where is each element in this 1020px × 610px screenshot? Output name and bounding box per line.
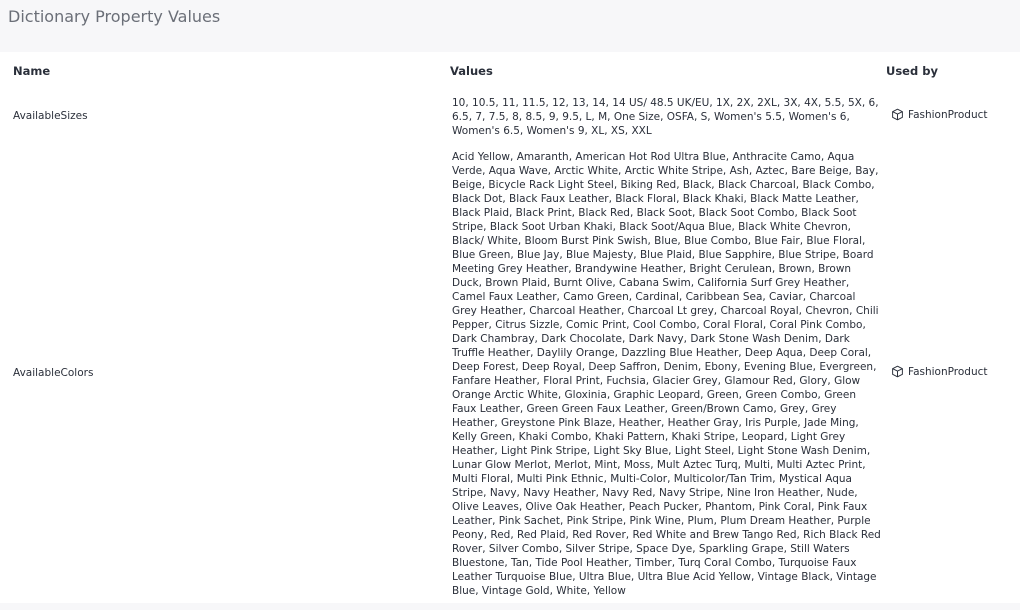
used-by-label: FashionProduct (908, 108, 988, 121)
property-name: AvailableColors (13, 367, 94, 379)
page-header (0, 0, 1020, 46)
page-title: Dictionary Property Values (8, 7, 221, 26)
property-values-table (0, 52, 1020, 609)
used-by-link[interactable] (891, 365, 988, 378)
bottom-divider (0, 603, 1020, 609)
cube-icon (891, 108, 904, 121)
property-values: 10, 10.5, 11, 11.5, 12, 13, 14, 14 US/ 48.5 UK/EU, 1X, 2X, 2XL, 3X, 4X, 5.5, 5X, 6, 6.5, 7, 7.5, 8, 8.5, 9, 9.5, L, M, One Size, OSFA, S, Women's 5.5, Women's 6, Women's 6.5, Women's 9, XL, XS, XXL (452, 97, 879, 137)
cube-icon (891, 365, 904, 378)
column-header-name[interactable]: Name (13, 64, 51, 78)
column-header-values[interactable]: Values (450, 64, 493, 78)
used-by-label: FashionProduct (908, 365, 988, 378)
table-row[interactable] (0, 150, 1020, 610)
used-by-link[interactable] (891, 108, 988, 121)
property-values: Acid Yellow, Amaranth, American Hot Rod Ultra Blue, Anthracite Camo, Aqua Verde, Aqua Wave, Arctic White, Arctic White Stripe, Ash, Aztec, Bare Beige, Bay, Beige, Bicycle Rack Light Steel, Biking Red, Black, Black Charcoal, Black Combo, Black Dot, Black Faux Leather, Black Floral, Black Khaki, Black Matte Leather, Black Plaid, Black Print, Black Red, Black Soot, Black Soot Combo, Black Soot Stripe, Black Soot Urban Khaki, Black Soot/Aqua Blue, Black White Chevron, Black/ White, Bloom Burst Pink Swish, Blue, Blue Combo, Blue Fair, Blue Floral, Blue Green, Blue Jay, Blue Majesty, Blue Plaid, Blue Sapphire, Blue Stripe, Board Meeting Grey Heather, Brandywine Heather, Bright Cerulean, Brown, Brown Duck, Brown Plaid, Burnt Olive, Cabana Swim, California Surf Grey Heather, Camel Faux Leather, Camo Green, Cardinal, Caribbean Sea, Caviar, Charcoal Grey Heather, Charcoal Heather, Charcoal Lt grey, Charcoal Royal, Chevron, Chili Pepper, Citrus Sizzle, Comic Print, Cool Combo, Coral Floral, Coral Pink Combo, Dark Chambray, Dark Chocolate, Dark Navy, Dark Stone Wash Denim, Dark Truffle Heather, Daylily Orange, Dazzling Blue Heather, Deep Aqua, Deep Coral, Deep Forest, Deep Royal, Deep Saffron, Denim, Ebony, Evening Blue, Evergreen, Fanfare Heather, Floral Print, Fuchsia, Glacier Grey, Glamour Red, Glory, Glow Orange Arctic White, Gloxinia, Graphic Leopard, Green, Green Combo, Green Faux Leather, Green Green Faux Leather, Green/Brown Camo, Grey, Grey Heather, Greystone Pink Blaze, Heather, Heather Gray, Iris Purple, Jade Ming, Kelly Green, Khaki Combo, Khaki Pattern, Khaki Stripe, Leopard, Light Grey Heather, Light Pink Stripe, Light Sky Blue, Light Steel, Light Stone Wash Denim, Lunar Glow Merlot, Merlot, Mint, Moss, Mult Aztec Turq, Multi, Multi Aztec Print, Multi Floral, Multi Pink Ethnic, Multi-Color, Multicolor/Tan Trim, Mystical Aqua Stripe, Navy, Navy Heather, Navy Red, Navy Stripe, Nine Iron Heather, Nude, Olive Leaves, Olive Oak Heather, Peach Pucker, Phantom, Pink Coral, Pink Faux Leather, Pink Sachet, Pink Stripe, Pink Wine, Plum, Plum Dream Heather, Purple Peony, Red, Red Plaid, Red Rover, Red White and Brew Tango Red, Rich Black Red Rover, Silver Combo, Silver Stripe, Space Dye, Sparkling Grape, Still Waters Bluestone, Tan, Tide Pool Heather, Timber, Turq Coral Combo, Turquoise Faux Leather Turquoise Blue, Ultra Blue, Ultra Blue Acid Yellow, Vintage Black, Vintage Blue, Vintage Gold, White, Yellow (452, 151, 881, 597)
column-header-used-by[interactable]: Used by (886, 64, 938, 78)
property-name: AvailableSizes (13, 110, 88, 122)
table-row[interactable] (0, 95, 1020, 140)
